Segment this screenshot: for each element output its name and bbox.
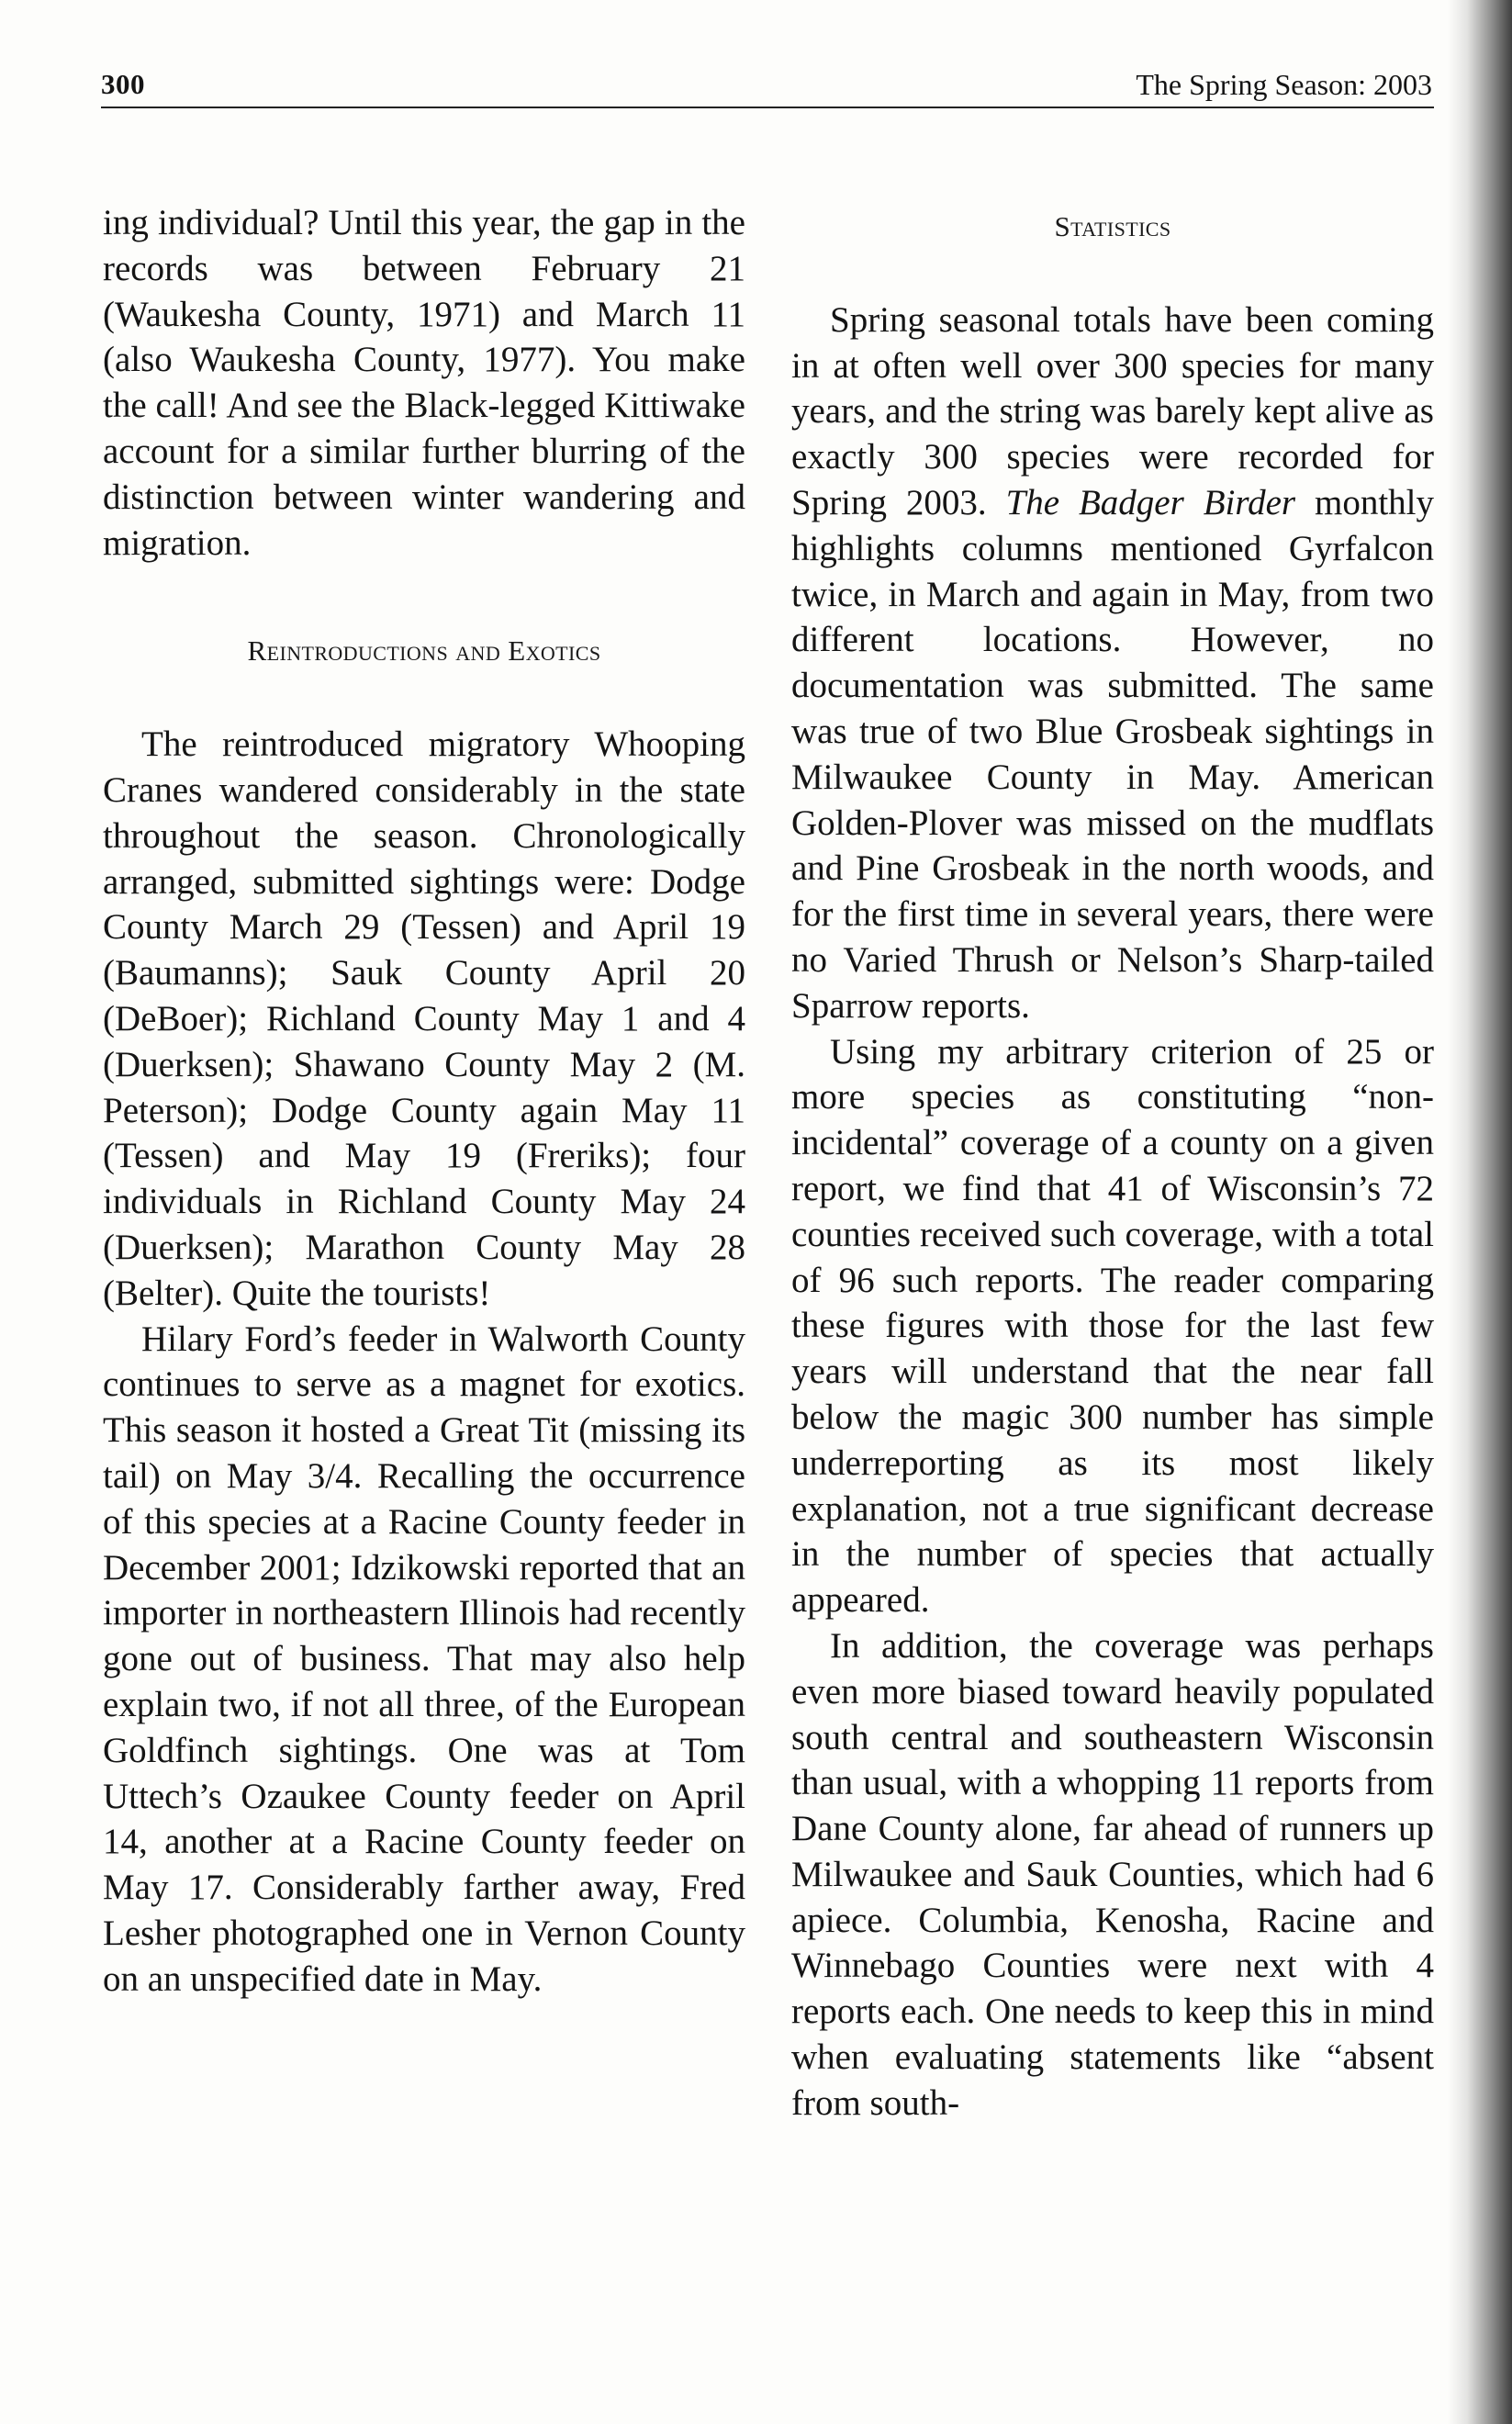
spacer xyxy=(791,250,1434,297)
section-heading-reintroductions: Reintroductions and Exotics xyxy=(247,634,601,668)
paragraph-feeder-exotics: Hilary Ford’s feeder in Walworth County continues to serve as a magnet for exotics. This season it hosted a Great Tit (missing its tail) on May 3/4. Recalling the occurrence of this species at a Racine County feeder in December 2001; Idzikowski reported that an importer in northeastern Illinois had recently gone out of business. That may also help explain two, if not all three, of the European Goldfinch sightings. One was at Tom Uttech’s Ozaukee County feeder on April 14, another at a Racine County feeder on May 17. Considerably farther away, Fred Lesher photographed one in Vernon County on an unspecified date in May. xyxy=(103,1319,745,1999)
totals-text-before: Spring seasonal totals have been coming in at often well over 300 species for many years, and the string was barely kept alive as exactly 300 species were recorded for Spring 2003. xyxy=(791,299,1434,522)
badger-birder-title: The Badger Birder xyxy=(1005,482,1296,522)
page-edge-shadow xyxy=(1448,0,1512,2424)
paragraph-seasonal-totals xyxy=(791,297,1434,1029)
paragraph-criterion: Using my arbitrary criterion of 25 or more species as constituting “non-incidental” coverage of a county on a given report, we find that 41 of Wisconsin’s 72 counties received such coverage, with a total of 96 such reports. The reader comparing these figures with those for the last few years will understand that the near fall below the magic 300 number has simple underreporting as its most likely explanation, not a true significant decrease in the number of species that actually appeared. xyxy=(791,1031,1434,1621)
running-head: The Spring Season: 2003 xyxy=(1136,68,1432,101)
paragraph-whooping-cranes: The reintroduced migratory Whooping Cranes wandered considerably in the state throughout the season. Chronologically arranged, submitted sightings were: Dodge County March 29 (Tessen) and April 19 (Baumanns); Sauk County April 20 (DeBoer); Richland County May 1 and 4 (Duerksen); Shawano County May 2 (M. Peterson); Dodge County again May 11 (Tessen) and May 19 (Freriks); four individuals in Richland County May 24 (Duerksen); Marathon County May 28 (Belter). Quite the tourists! xyxy=(103,724,745,1313)
spacer xyxy=(103,674,745,722)
totals-text-after: monthly highlights columns mentioned Gyrfalcon twice, in March and again in May, from two different locations. However, no documentation was submitted. The same was true of two Blue Grosbeak sightings in Milwaukee County in May. American Golden-Plover was missed on the mudflats and Pine Grosbeak in the north woods, and for the first time in several years, there were no Varied Thrush or Nelson’s Sharp-tailed Sparrow reports. xyxy=(791,482,1434,1026)
right-column xyxy=(791,200,1434,2127)
paragraph-coverage: In addition, the coverage was perhaps even more biased toward heavily populated south central and southeastern Wisconsin than usual, with a whopping 11 reports from Dane County alone, far ahead of runners up Milwaukee and Sauk Counties, which had 6 apiece. Columbia, Kenosha, Racine and Winnebago Counties were next with 4 reports each. One needs to keep this in mind when evaluating statements like “absent from south- xyxy=(791,1625,1434,2123)
section-heading-statistics: Statistics xyxy=(1054,210,1171,242)
spacer xyxy=(103,566,745,628)
page-number: 300 xyxy=(101,68,145,100)
paragraph-continued: ing individual? Until this year, the gap in the records was between February 21 (Waukesha County, 1971) and March 11 (also Waukesha County, 1977). You make the call! And see the Black-legged Kittiwake account for a similar further blurring of the distinction between winter wandering and migration. xyxy=(103,203,745,563)
header-rule xyxy=(101,107,1434,108)
left-column xyxy=(103,200,745,2002)
page-header xyxy=(101,64,1432,110)
